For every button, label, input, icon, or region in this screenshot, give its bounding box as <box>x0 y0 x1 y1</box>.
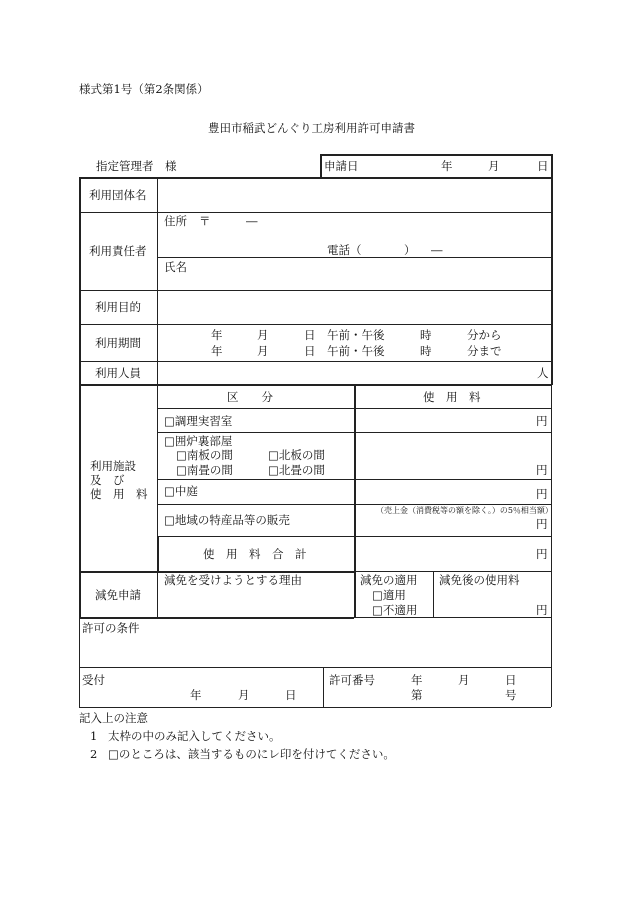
col-fee: 使 用 料 <box>423 390 481 404</box>
col-category: 区 分 <box>227 390 273 404</box>
period-from-day: 日 <box>304 328 316 342</box>
period-to-year: 年 <box>211 344 223 358</box>
facility-label-2: 及 び <box>90 473 125 487</box>
form-number: 様式第1号（第2条関係） <box>79 82 209 96</box>
facility-label-1: 利用施設 <box>90 459 136 473</box>
sub-south-tatami: □南畳の間 <box>176 463 233 477</box>
conditions-label: 許可の条件 <box>82 621 140 635</box>
option-apply: □適用 <box>372 588 406 602</box>
notes-heading: 記入上の注意 <box>79 711 148 725</box>
phone-close: ） <box>404 243 416 257</box>
sub-north-tatami: □北畳の間 <box>268 463 325 477</box>
note-2-num: 2 <box>90 747 98 761</box>
period-from-ampm: 午前・午後 <box>327 328 385 342</box>
yen-reduction: 円 <box>536 603 548 617</box>
period-to-hour: 時 <box>420 344 432 358</box>
reception-day: 日 <box>285 688 297 702</box>
sales-note: （売上金（消費税等の額を除く。）の5％相当額） <box>376 506 553 515</box>
reception-label: 受付 <box>82 673 105 687</box>
row-cooking-room: □調理実習室 <box>164 414 233 428</box>
yen-sales: 円 <box>536 517 548 531</box>
total-label: 使 用 料 合 計 <box>203 547 307 561</box>
permit-year: 年 <box>411 673 423 687</box>
reduction-reason-label: 減免を受けようとする理由 <box>164 573 302 587</box>
permit-label: 許可番号 <box>329 673 375 687</box>
permit-month: 月 <box>458 673 470 687</box>
postal-dash: ― <box>246 214 258 228</box>
period-to-suffix: 分まで <box>467 344 502 358</box>
option-not-apply: □不適用 <box>372 603 418 617</box>
period-to-ampm: 午前・午後 <box>327 344 385 358</box>
people-label: 利用人員 <box>95 366 141 380</box>
phone-dash: ― <box>431 243 443 257</box>
name-label: 氏名 <box>164 260 187 274</box>
period-from-month: 月 <box>257 328 269 342</box>
note-2-text: □のところは、該当するものにレ印を付けてください。 <box>108 747 395 761</box>
period-from-hour: 時 <box>420 328 432 342</box>
addressee: 指定管理者 様 <box>96 159 177 173</box>
purpose-label: 利用目的 <box>95 300 141 314</box>
reduction-label: 減免申請 <box>95 588 141 602</box>
period-from-suffix: 分から <box>467 328 502 342</box>
permit-gou: 号 <box>505 688 517 702</box>
period-label: 利用期間 <box>95 336 141 350</box>
application-date-month: 月 <box>488 159 500 173</box>
period-from-year: 年 <box>211 328 223 342</box>
responsible-label: 利用責任者 <box>89 244 147 258</box>
application-date-year: 年 <box>441 159 453 173</box>
period-to-day: 日 <box>304 344 316 358</box>
application-date-label: 申請日 <box>324 159 359 173</box>
address-label: 住所 <box>164 214 187 228</box>
sub-south-wood: □南板の間 <box>176 448 233 462</box>
row-courtyard: □中庭 <box>164 484 198 498</box>
yen-cooking-room: 円 <box>536 414 548 428</box>
row-irori-room: □囲炉裏部屋 <box>164 434 233 448</box>
phone-label: 電話（ <box>327 243 362 257</box>
application-date-day: 日 <box>537 159 549 173</box>
permit-day: 日 <box>505 673 517 687</box>
note-1-num: 1 <box>90 729 98 743</box>
form-title: 豊田市稲武どんぐり工房利用許可申請書 <box>208 121 415 135</box>
note-1-text: 太枠の中のみ記入してください。 <box>108 729 281 743</box>
people-unit: 人 <box>537 366 549 380</box>
reception-year: 年 <box>190 688 202 702</box>
reception-month: 月 <box>238 688 250 702</box>
reduction-after-label: 減免後の使用料 <box>439 573 520 587</box>
period-to-month: 月 <box>257 344 269 358</box>
reduction-apply-label: 減免の適用 <box>360 573 418 587</box>
postal-mark: 〒 <box>199 214 211 228</box>
yen-irori: 円 <box>536 463 548 477</box>
row-sales: □地域の特産品等の販売 <box>164 513 290 527</box>
yen-courtyard: 円 <box>536 487 548 501</box>
permit-dai: 第 <box>411 688 423 702</box>
group-name-label: 利用団体名 <box>89 188 147 202</box>
facility-label-3: 使 用 料 <box>90 487 148 501</box>
yen-total: 円 <box>536 547 548 561</box>
sub-north-wood: □北板の間 <box>268 448 325 462</box>
